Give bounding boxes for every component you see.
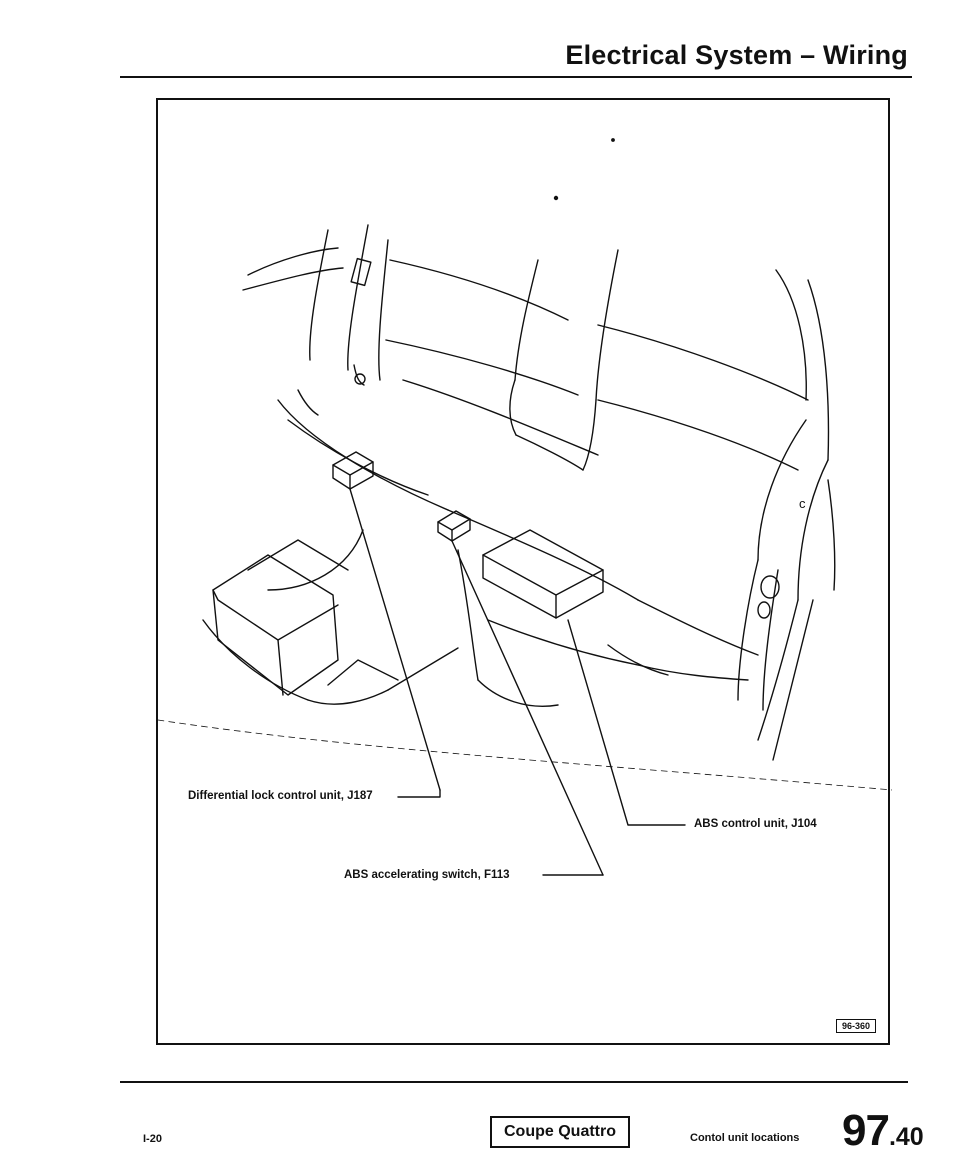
model-box: Coupe Quattro	[490, 1116, 630, 1148]
callout-differential-lock: Differential lock control unit, J187	[188, 790, 373, 802]
callout-abs-control-unit: ABS control unit, J104	[694, 818, 817, 830]
section-label: Contol unit locations	[690, 1132, 800, 1144]
section-number	[842, 1106, 924, 1156]
page-number: I-20	[143, 1133, 162, 1145]
section-number-main: 97	[842, 1106, 889, 1155]
page-header-title: Electrical System – Wiring	[565, 40, 908, 70]
rear-seat-illustration	[158, 100, 892, 1047]
svg-text:c: c	[799, 496, 806, 511]
footer-rule	[120, 1081, 908, 1083]
callout-abs-switch: ABS accelerating switch, F113	[344, 869, 510, 881]
header-rule	[120, 76, 912, 78]
section-number-sub: .40	[888, 1123, 924, 1151]
figure-frame	[156, 98, 890, 1045]
figure-code: 96-360	[836, 1019, 876, 1033]
